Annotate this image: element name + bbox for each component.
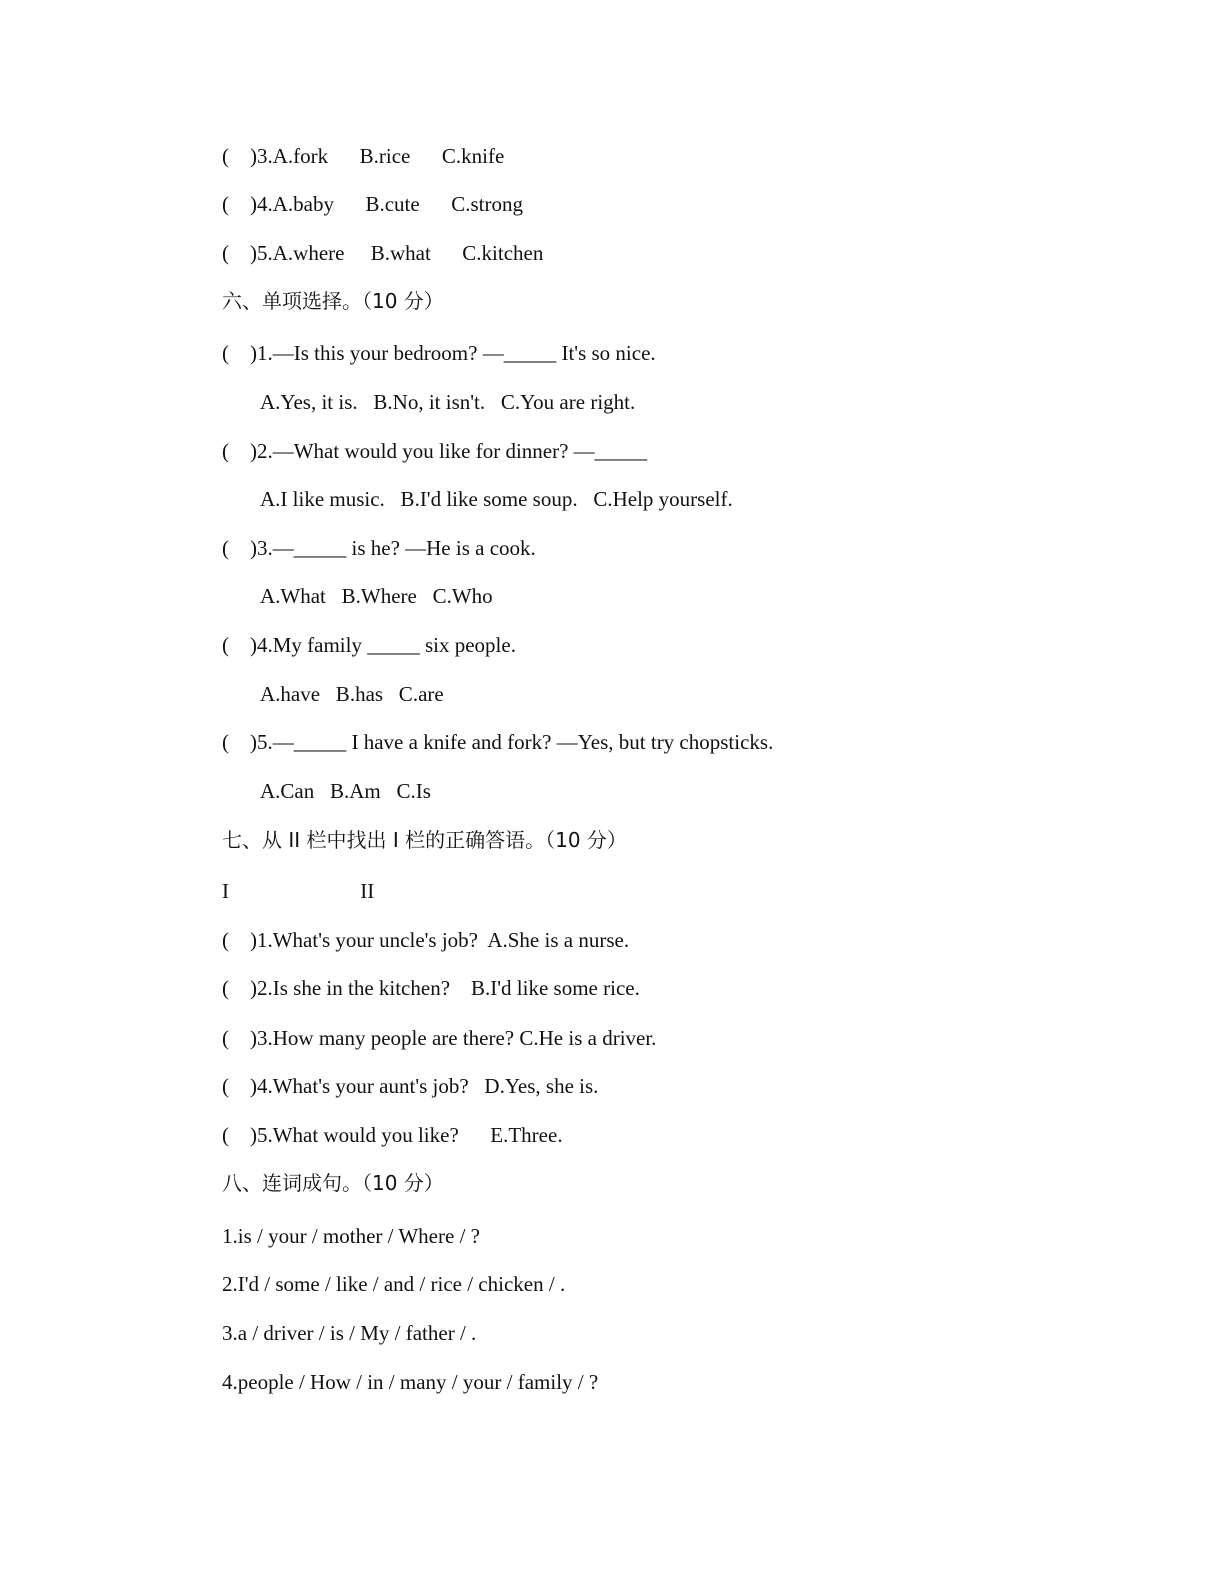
sec7-item-4: ( )4.What's your aunt's job? D.Yes, she is.	[222, 1074, 599, 1098]
sec6-q2: ( )2.—What would you like for dinner? —_____	[222, 439, 648, 463]
sec7-item-5: ( )5.What would you like? E.Three.	[222, 1123, 563, 1147]
sec6-q2-options: A.I like music. B.I'd like some soup. C.Help yourself.	[260, 487, 733, 511]
sec6-q5: ( )5.—_____ I have a knife and fork? —Yes, but try chopsticks.	[222, 730, 774, 754]
sec7-heading: 七、从 II 栏中找出 I 栏的正确答语。（10 分）	[222, 828, 627, 852]
sec6-q3-options: A.What B.Where C.Who	[260, 584, 493, 608]
sec8-item-1: 1.is / your / mother / Where / ?	[222, 1224, 480, 1248]
sec7-item-3: ( )3.How many people are there? C.He is a driver.	[222, 1026, 657, 1050]
sec8-item-2: 2.I'd / some / like / and / rice / chicken / .	[222, 1272, 566, 1296]
sec6-heading: 六、单项选择。（10 分）	[222, 289, 444, 313]
sec6-q4-options: A.have B.has C.are	[260, 682, 444, 706]
sec6-q4: ( )4.My family _____ six people.	[222, 633, 516, 657]
sec6-q3: ( )3.—_____ is he? —He is a cook.	[222, 536, 536, 560]
sec6-q1-options: A.Yes, it is. B.No, it isn't. C.You are right.	[260, 390, 636, 414]
sec7-item-1: ( )1.What's your uncle's job? A.She is a nurse.	[222, 928, 630, 952]
sec5-item-4: ( )4.A.baby B.cute C.strong	[222, 192, 523, 216]
sec6-q5-options: A.Can B.Am C.Is	[260, 779, 431, 803]
sec7-column-headers: I II	[222, 879, 375, 903]
sec7-item-2: ( )2.Is she in the kitchen? B.I'd like some rice.	[222, 976, 640, 1000]
sec8-item-4: 4.people / How / in / many / your / family / ?	[222, 1370, 599, 1394]
sec5-item-5: ( )5.A.where B.what C.kitchen	[222, 241, 544, 265]
sec6-q1: ( )1.—Is this your bedroom? —_____ It's so nice.	[222, 341, 656, 365]
sec8-heading: 八、连词成句。（10 分）	[222, 1171, 444, 1195]
sec8-item-3: 3.a / driver / is / My / father / .	[222, 1321, 477, 1345]
sec5-item-3: ( )3.A.fork B.rice C.knife	[222, 144, 505, 168]
